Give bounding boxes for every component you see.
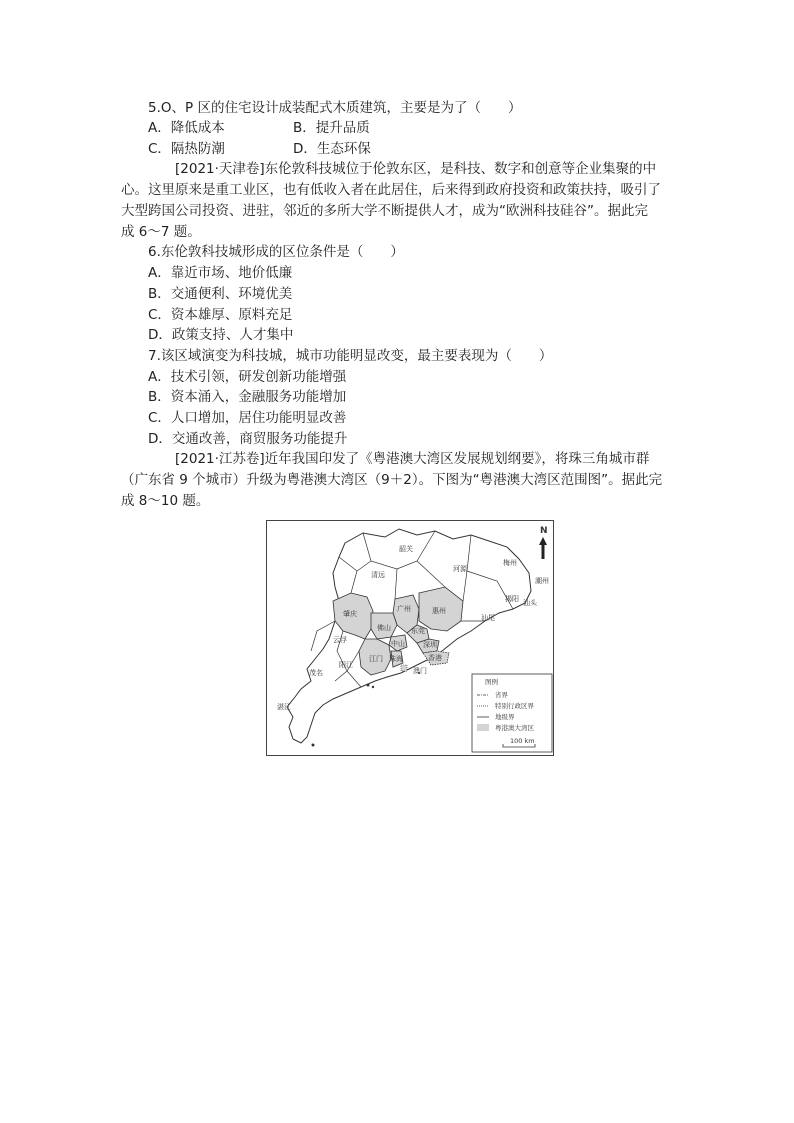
- legend-prefecture: 地级界: [495, 713, 515, 721]
- city-zhuhai: 珠海: [389, 655, 403, 663]
- city-jiangmen: 江门: [369, 655, 383, 663]
- q6-option-d: D．政策支持、人才集中: [148, 327, 294, 343]
- city-shanwei: 汕尾: [481, 614, 495, 622]
- city-huizhou: 惠州: [432, 607, 446, 615]
- city-chaozhou: 潮州: [535, 577, 549, 585]
- q6-option-c: C．资本雄厚、原料充足: [148, 307, 293, 323]
- passage1-line4: 成 6～7 题。: [121, 224, 201, 240]
- passage1-line2: 心。这里原来是重工业区，也有低收入者在此居住，后来得到政府投资和政策扶持，吸引了: [121, 182, 661, 198]
- q7-option-c: C．人口增加，居住功能明显改善: [148, 410, 347, 426]
- city-zhanjiang: 湛江: [277, 703, 291, 711]
- passage2-line2: （广东省 9 个城市）升级为粤港澳大湾区（9＋2）。下图为“粤港澳大湾区范围图”。据此完: [121, 472, 663, 488]
- city-maoming: 茂名: [309, 669, 323, 677]
- q6-stem: 6.东伦敦科技城形成的区位条件是（ ）: [148, 244, 404, 260]
- q7-stem: 7.该区域演变为科技城，城市功能明显改变，最主要表现为（ ）: [148, 348, 553, 364]
- city-shenzhen: 深圳: [423, 641, 437, 649]
- q5-option-a: A．降低成本: [148, 120, 225, 136]
- city-qingyuan: 清远: [371, 571, 385, 579]
- city-aomen: 澳门: [413, 667, 427, 675]
- city-guangzhou: 广州: [397, 605, 411, 613]
- aomen-region: [401, 665, 407, 671]
- q7-option-d: D．交通改善，商贸服务功能提升: [148, 431, 348, 447]
- q6-option-b: B．交通便利、环境优美: [148, 286, 293, 302]
- city-yangjiang: 阳江: [339, 661, 353, 669]
- q5-option-b: B．提升品质: [293, 120, 370, 136]
- city-meizhou: 梅州: [503, 559, 517, 567]
- bay-area-map: [266, 520, 554, 756]
- q7-option-a: A．技术引领，研发创新功能增强: [148, 369, 347, 385]
- city-jieyang: 揭阳: [505, 595, 519, 603]
- city-xianggang: 香港: [428, 654, 442, 662]
- city-yunfu: 云浮: [333, 636, 347, 644]
- city-zhaoqing: 肇庆: [343, 610, 357, 618]
- q5-option-d: D．生态环保: [293, 141, 371, 157]
- legend-scale: 100 km: [510, 737, 535, 745]
- legend-provincial: 省界: [495, 691, 508, 699]
- q7-option-b: B．资本涌入，金融服务功能增加: [148, 389, 347, 405]
- q5-stem: 5.O、P 区的住宅设计成装配式木质建筑，主要是为了（ ）: [148, 100, 522, 116]
- passage2-line3: 成 8～10 题。: [121, 493, 210, 509]
- legend-sar: 特别行政区界: [495, 702, 534, 710]
- city-foshan: 佛山: [377, 624, 391, 632]
- city-zhongshan: 中山: [391, 640, 405, 648]
- city-shantou: 汕头: [523, 599, 537, 607]
- city-dongguan: 东莞: [411, 627, 425, 635]
- north-label: N: [540, 526, 548, 536]
- q6-option-a: A．靠近市场、地价低廉: [148, 265, 293, 281]
- q5-option-c: C．隔热防潮: [148, 141, 225, 157]
- passage1-line1: [2021·天津卷]东伦敦科技城位于伦敦东区，是科技、数字和创意等企业集聚的中: [175, 161, 657, 177]
- city-shaoguan: 韶关: [399, 545, 413, 553]
- passage1-line3: 大型跨国公司投资、进驻，邻近的多所大学不断提供人才，成为“欧洲科技硅谷”。据此完: [121, 203, 648, 219]
- legend-title: 图例: [485, 678, 498, 686]
- legend-bay-area: 粤港澳大湾区: [495, 724, 534, 732]
- city-heyuan: 河源: [453, 565, 467, 573]
- map-legend: [472, 674, 552, 752]
- north-arrow-icon: [539, 537, 547, 559]
- passage2-line1: [2021·江苏卷]近年我国印发了《粤港澳大湾区发展规划纲要》，将珠三角城市群: [175, 451, 650, 467]
- map-svg: [267, 521, 555, 757]
